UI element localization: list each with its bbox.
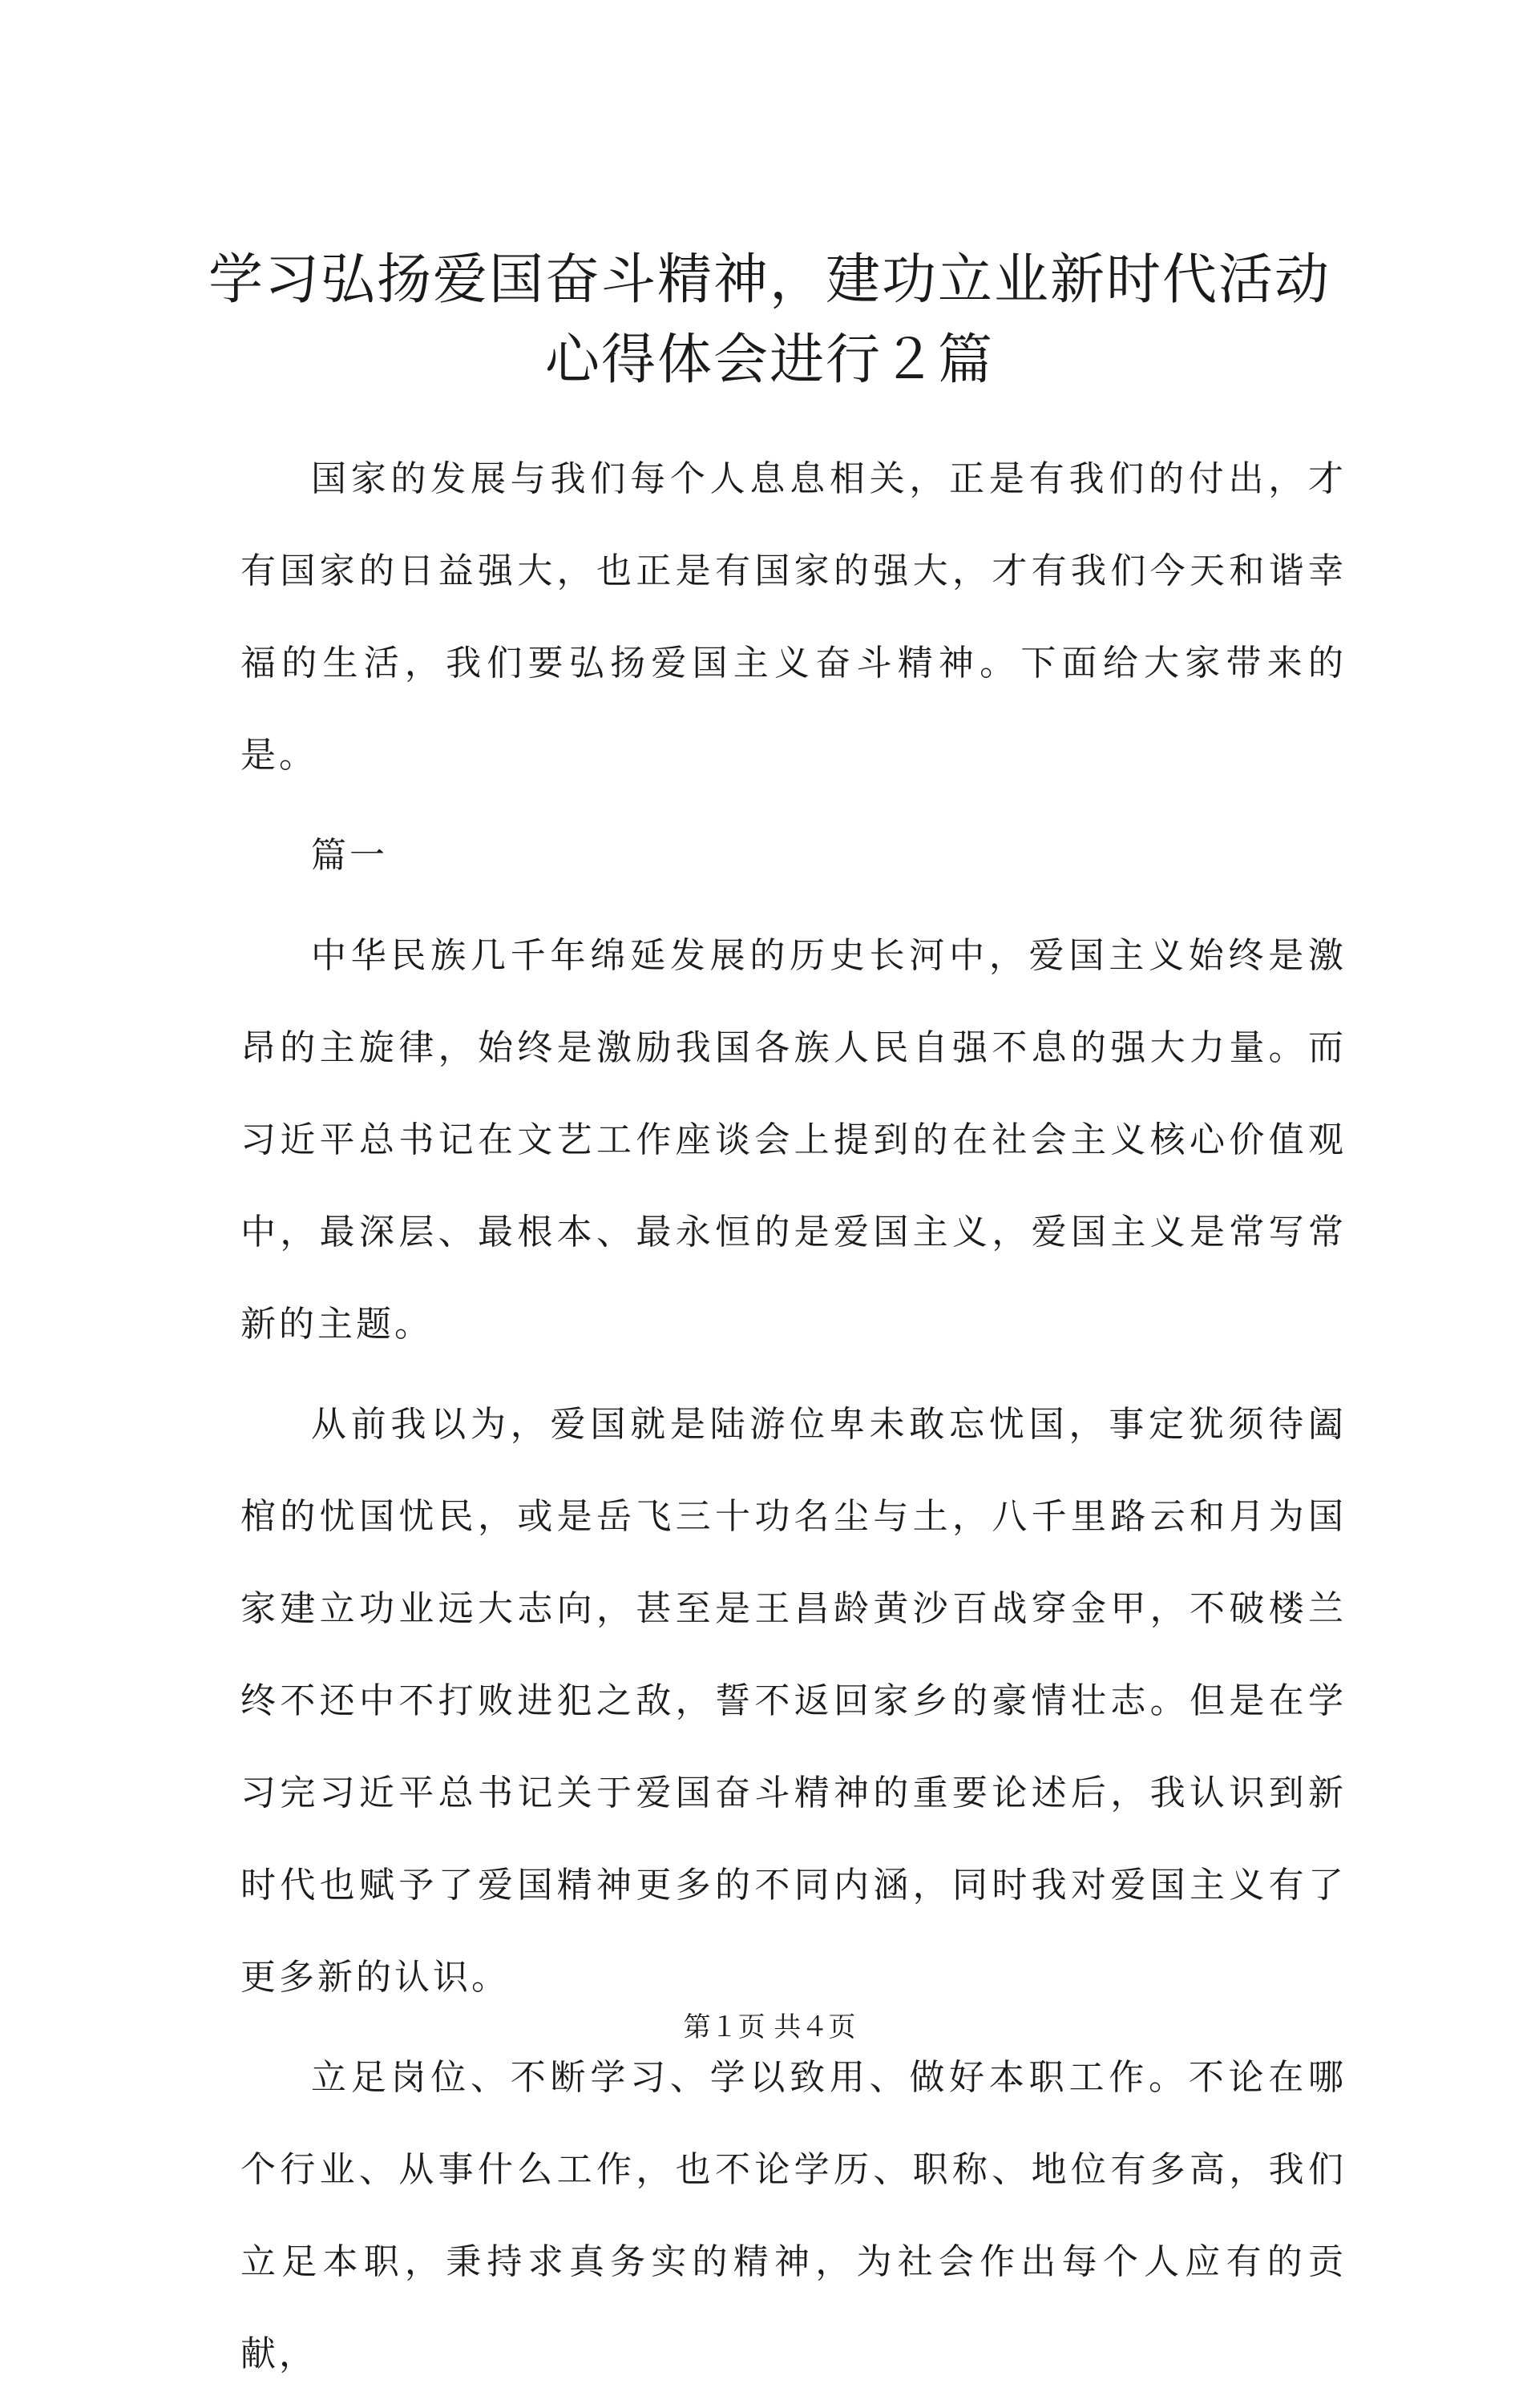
document-body [240, 433, 1347, 2408]
paragraph-patriotism-history: 中华民族几千年绵延发展的历史长河中，爱国主义始终是激昂的主旋律，始终是激励我国各族人民自强不息的强大力量。而习近平总书记在文艺工作座谈会上提到的在社会主义核心价值观中，最深层、最根本、最永恒的是爱国主义，爱国主义是常写常新的主题。 [240, 935, 1347, 1345]
paragraph-former-understanding: 从前我以为，爱国就是陆游位卑未敢忘忧国，事定犹须待阖棺的忧国忧民，或是岳飞三十功名尘与土，八千里路云和月为国家建立功业远大志向，甚至是王昌龄黄沙百战穿金甲，不破楼兰终不还中不打败进犯之敌，誓不返回家乡的豪情壮志。但是在学习完习近平总书记关于爱国奋斗精神的重要论述后，我认识到新时代也赋予了爱国精神更多的不同内涵，同时我对爱国主义有了更多新的认识。 [240, 1404, 1347, 1998]
document-title: 学习弘扬爱国奋斗精神，建功立业新时代活动心得体会进行２篇 [208, 248, 1331, 392]
section-heading-part-one: 篇一 [311, 835, 388, 876]
page-number-footer: 第１页 共４页 [683, 2011, 856, 2043]
paragraph-stand-at-post: 立足岗位、不断学习、学以致用、做好本职工作。不论在哪个行业、从事什么工作，也不论学历、职称、地位有多高，我们立足本职，秉持求真务实的精神，为社会作出每个人应有的贡献， [240, 2057, 1347, 2374]
paragraph-intro: 国家的发展与我们每个人息息相关，正是有我们的付出，才有国家的日益强大，也正是有国家的强大，才有我们今天和谐幸福的生活，我们要弘扬爱国主义奋斗精神。下面给大家带来的是。 [240, 458, 1347, 776]
